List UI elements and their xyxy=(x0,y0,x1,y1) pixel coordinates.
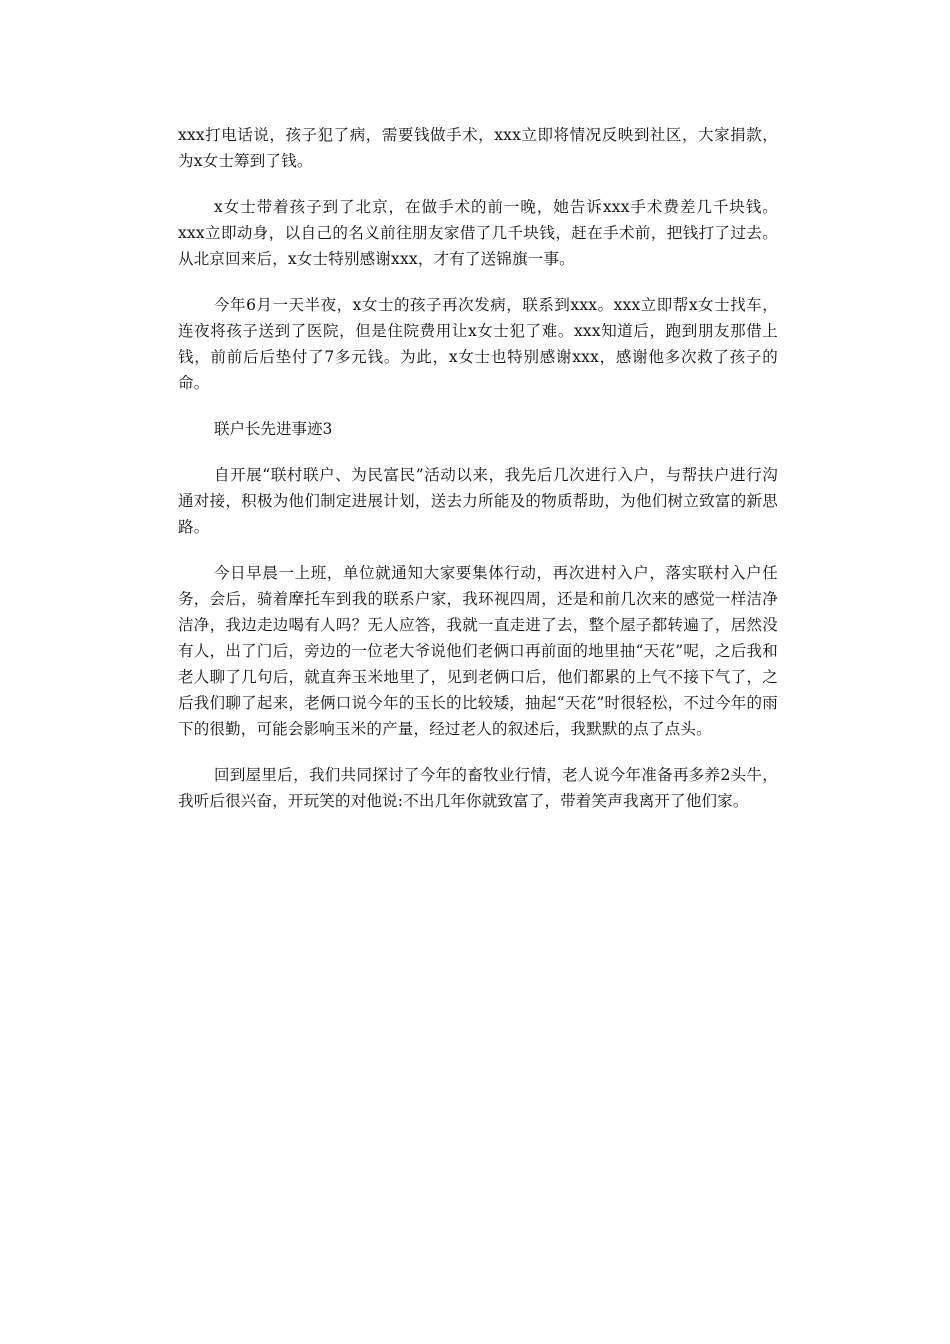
section-heading: 联户长先进事迹3 xyxy=(214,420,333,438)
document-body xyxy=(178,122,778,834)
paragraph-1: xxx打电话说，孩子犯了病，需要钱做手术，xxx立即将情况反映到社区，大家捐款，为x女士筹到了钱。 xyxy=(178,126,778,170)
paragraph-5: 今日早晨一上班，单位就通知大家要集体行动，再次进村入户，落实联村入户任务，会后，骑着摩托车到我的联系户家，我环视四周，还是和前几次来的感觉一样洁净洁净，我边走边喝有人吗？无人应答，我就一直走进了去，整个屋子都转遍了，居然没有人，出了门后，旁边的一位老大爷说他们老俩口再前面的地里抽“天花”呢，之后我和老人聊了几句后，就直奔玉米地里了，见到老俩口后，他们都累的上气不接下气了，之后我们聊了起来，老俩口说今年的玉长的比较矮，抽起“天花”时很轻松，不过今年的雨下的很勤，可能会影响玉米的产量，经过老人的叙述后，我默默的点了点头。 xyxy=(178,564,778,738)
paragraph-3: 今年6月一天半夜，x女士的孩子再次发病，联系到xxx。xxx立即帮x女士找车，连夜将孩子送到了医院，但是住院费用让x女士犯了难。xxx知道后，跑到朋友那借上钱，前前后后垫付了7多元钱。为此，x女士也特别感谢xxx，感谢他多次救了孩子的命。 xyxy=(178,296,778,392)
paragraph-4: 自开展“联村联户、为民富民”活动以来，我先后几次进行入户，与帮扶户进行沟通对接，积极为他们制定进展计划，送去力所能及的物质帮助，为他们树立致富的新思路。 xyxy=(178,466,778,536)
paragraph-6: 回到屋里后，我们共同探讨了今年的畜牧业行情，老人说今年准备再多养2头牛，我听后很兴奋，开玩笑的对他说:不出几年你就致富了，带着笑声我离开了他们家。 xyxy=(178,766,778,810)
paragraph-2: x女士带着孩子到了北京，在做手术的前一晚，她告诉xxx手术费差几千块钱。xxx立即动身，以自己的名义前往朋友家借了几千块钱，赶在手术前，把钱打了过去。从北京回来后，x女士特别感谢xxx，才有了送锦旗一事。 xyxy=(178,198,778,268)
